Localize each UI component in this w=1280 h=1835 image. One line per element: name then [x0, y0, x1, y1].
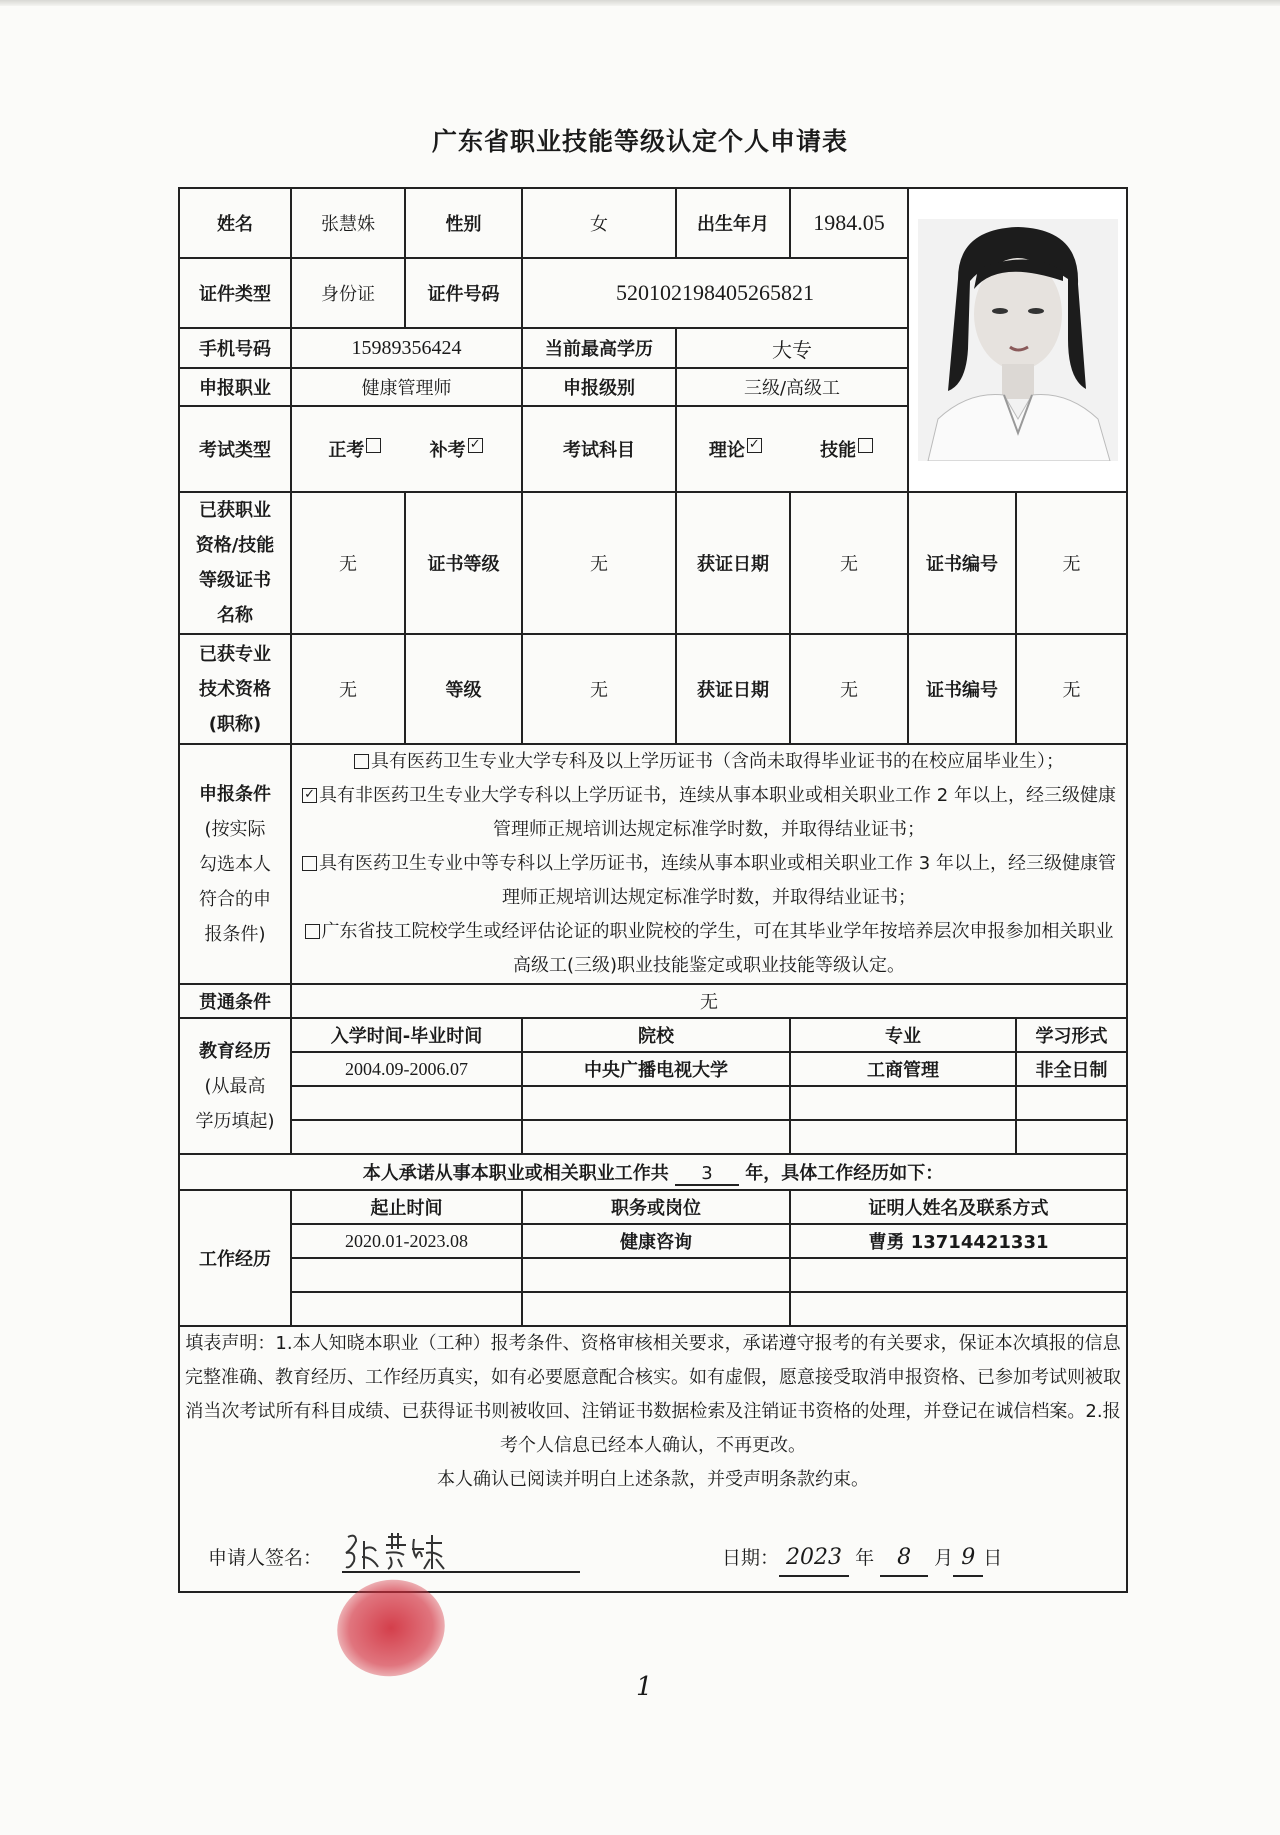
qualification-name-value[interactable]: 无 — [291, 492, 405, 634]
conditions-label-line: 申报条件 — [199, 783, 271, 805]
edu-major-cell[interactable] — [790, 1086, 1016, 1120]
gender-value[interactable]: 女 — [522, 188, 676, 258]
work-years-value[interactable]: 3 — [675, 1163, 739, 1186]
portrait-photo-icon — [918, 219, 1118, 461]
education-history-label — [179, 1018, 291, 1154]
conditions-list — [291, 744, 1127, 984]
signature-label: 申请人签名： — [208, 1547, 323, 1569]
birth-value[interactable]: 1984.05 — [790, 188, 908, 258]
qualification-label — [179, 492, 291, 634]
form-title: 广东省职业技能等级认定个人申请表 — [431, 127, 848, 156]
id-number-label: 证件号码 — [405, 258, 522, 328]
condition-item[interactable] — [296, 847, 1122, 915]
work-reference-cell[interactable] — [790, 1258, 1127, 1292]
education-label: 当前最高学历 — [522, 328, 676, 368]
regular-exam-label: 正考 — [328, 440, 365, 461]
exam-type-label: 考试类型 — [179, 406, 291, 492]
edu-form-cell[interactable] — [1016, 1120, 1127, 1154]
edu-major-cell[interactable]: 工商管理 — [790, 1052, 1016, 1086]
gender-label: 性别 — [405, 188, 522, 258]
tech-title-name-value[interactable]: 无 — [291, 634, 405, 744]
condition-checkbox[interactable] — [305, 924, 320, 939]
work-history-label: 工作经历 — [179, 1190, 291, 1326]
qualification-label-line: 名称 — [217, 605, 253, 626]
conditions-label — [179, 744, 291, 984]
tech-number-label: 证书编号 — [908, 634, 1016, 744]
id-type-value[interactable]: 身份证 — [291, 258, 405, 328]
regular-exam-checkbox[interactable] — [366, 438, 381, 453]
birth-label: 出生年月 — [676, 188, 790, 258]
table-row — [179, 1120, 1127, 1154]
tech-title-label — [179, 634, 291, 744]
occupation-value[interactable]: 健康管理师 — [291, 368, 522, 406]
theory-checkbox[interactable]: ✓ — [747, 438, 762, 453]
condition-checkbox[interactable] — [354, 754, 369, 769]
tech-title-level-value[interactable]: 无 — [522, 634, 676, 744]
cert-level-label: 证书等级 — [405, 492, 522, 634]
phone-value[interactable]: 15989356424 — [291, 328, 522, 368]
work-position-header: 职务或岗位 — [522, 1190, 790, 1224]
condition-checkbox[interactable]: ✓ — [302, 788, 317, 803]
table-row — [179, 1052, 1127, 1086]
work-commitment-prefix: 本人承诺从事本职业或相关职业工作共 — [362, 1162, 669, 1184]
name-value[interactable]: 张慧姝 — [291, 188, 405, 258]
skill-checkbox[interactable] — [858, 438, 873, 453]
through-condition-value[interactable]: 无 — [291, 984, 1127, 1018]
month-label: 月 — [934, 1547, 954, 1569]
table-row — [179, 1224, 1127, 1258]
condition-checkbox[interactable] — [302, 856, 317, 871]
date-field — [722, 1541, 1002, 1577]
cert-number-label: 证书编号 — [908, 492, 1016, 634]
edu-form-header: 学习形式 — [1016, 1018, 1127, 1052]
edu-school-cell[interactable]: 中央广播电视大学 — [522, 1052, 790, 1086]
condition-text: 广东省技工院校学生或经评估论证的职业院校的学生，可在其毕业学年按培养层次申报参加相关职业高级工(三级)职业技能鉴定或职业技能等级认定。 — [321, 921, 1114, 976]
application-form — [178, 187, 1128, 1593]
skill-option[interactable] — [820, 440, 875, 461]
conditions-label-line: 符合的申 — [199, 888, 271, 910]
makeup-exam-label: 补考 — [429, 440, 466, 461]
edu-form-cell[interactable]: 非全日制 — [1016, 1052, 1127, 1086]
work-time-cell[interactable] — [291, 1258, 522, 1292]
scan-edge — [0, 0, 1280, 6]
work-time-cell[interactable]: 2020.01-2023.08 — [291, 1224, 522, 1258]
condition-text: 具有医药卫生专业大学专科及以上学历证书（含尚未取得毕业证书的在校应届毕业生）； — [371, 751, 1064, 772]
qualification-label-line: 资格/技能 — [195, 535, 275, 556]
work-reference-header: 证明人姓名及联系方式 — [790, 1190, 1127, 1224]
work-position-cell[interactable] — [522, 1292, 790, 1326]
condition-text: 具有非医药卫生专业大学专科以上学历证书，连续从事本职业或相关职业工作 2 年以上，经三级健康管理师正规培训达规定标准学时数，并取得结业证书； — [319, 785, 1116, 840]
date-day-value[interactable]: 9 — [953, 1541, 983, 1577]
level-value[interactable]: 三级/高级工 — [676, 368, 908, 406]
edu-major-header: 专业 — [790, 1018, 1016, 1052]
edu-school-header: 院校 — [522, 1018, 790, 1052]
work-reference-cell[interactable] — [790, 1292, 1127, 1326]
name-label: 姓名 — [179, 188, 291, 258]
id-photo — [908, 188, 1127, 492]
work-position-cell[interactable]: 健康咨询 — [522, 1224, 790, 1258]
id-type-label: 证件类型 — [179, 258, 291, 328]
cert-date-label: 获证日期 — [676, 492, 790, 634]
table-row — [179, 1292, 1127, 1326]
declaration-section — [179, 1326, 1127, 1592]
tech-level-label: 等级 — [405, 634, 522, 744]
date-label: 日期： — [722, 1547, 780, 1569]
condition-text: 具有医药卫生专业中等专科以上学历证书，连续从事本职业或相关职业工作 3 年以上，经三级健康管理师正规培训达规定标准学时数，并取得结业证书； — [319, 853, 1116, 908]
education-history-label-line: 学历填起) — [195, 1110, 275, 1132]
work-commitment-suffix: 年，具体工作经历如下： — [745, 1162, 944, 1184]
tech-title-label-line: 技术资格 — [199, 678, 271, 700]
conditions-label-line: 报条件) — [204, 923, 266, 945]
id-number-value[interactable]: 520102198405265821 — [522, 258, 908, 328]
edu-school-cell[interactable] — [522, 1086, 790, 1120]
phone-label: 手机号码 — [179, 328, 291, 368]
exam-type-options — [291, 406, 522, 492]
work-time-cell[interactable] — [291, 1292, 522, 1326]
makeup-exam-option[interactable] — [429, 436, 485, 461]
work-commitment — [179, 1154, 1127, 1190]
edu-school-cell[interactable] — [522, 1120, 790, 1154]
work-reference-cell[interactable]: 曹勇 13714421331 — [790, 1224, 1127, 1258]
day-label: 日 — [983, 1547, 1003, 1569]
exam-subject-options — [676, 406, 908, 492]
edu-major-cell[interactable] — [790, 1120, 1016, 1154]
qualification-label-line: 已获职业 — [199, 500, 271, 521]
tech-title-date-value[interactable]: 无 — [790, 634, 908, 744]
signature-row — [184, 1531, 1122, 1591]
qualification-level-value[interactable]: 无 — [522, 492, 676, 634]
handwritten-signature — [342, 1527, 452, 1575]
condition-item[interactable] — [296, 915, 1122, 983]
education-history-label-line: 教育经历 — [199, 1040, 271, 1062]
tech-title-number-value[interactable]: 无 — [1016, 634, 1127, 744]
tech-date-label: 获证日期 — [676, 634, 790, 744]
edu-form-cell[interactable] — [1016, 1086, 1127, 1120]
edu-time-header: 入学时间-毕业时间 — [291, 1018, 522, 1052]
edu-time-cell[interactable] — [291, 1086, 522, 1120]
tech-title-label-line: 已获专业 — [199, 643, 271, 665]
qualification-number-value[interactable]: 无 — [1016, 492, 1127, 634]
conditions-label-line: 勾选本人 — [199, 853, 271, 875]
tech-title-label-line: (职称) — [208, 713, 262, 735]
occupation-label: 申报职业 — [179, 368, 291, 406]
edu-time-cell[interactable]: 2004.09-2006.07 — [291, 1052, 522, 1086]
theory-label: 理论 — [708, 440, 745, 461]
through-condition-label: 贯通条件 — [179, 984, 291, 1018]
education-history-label-line: (从最高 — [204, 1075, 266, 1097]
work-time-header: 起止时间 — [291, 1190, 522, 1224]
edu-time-cell[interactable] — [291, 1120, 522, 1154]
exam-subject-label: 考试科目 — [522, 406, 676, 492]
regular-exam-option[interactable] — [328, 440, 389, 461]
declaration-text: 填表声明：1.本人知晓本职业（工种）报考条件、资格审核相关要求，承诺遵守报考的有关要求，保证本次填报的信息完整准确、教育经历、工作经历真实，如有必要愿意配合核实。如有虚假，愿意接受取消申报资格、已参加考试则被取消当次考试所有科目成绩、已获得证书则被收回、注销证书数据检索及注销证书资格的处理，并登记在诚信档案。2.报考个人信息已经本人确认，不再更改。 — [185, 1333, 1121, 1456]
condition-item[interactable] — [296, 745, 1122, 779]
declaration-confirm: 本人确认已阅读并明白上述条款，并受声明条款约束。 — [437, 1469, 869, 1490]
qualification-date-value[interactable]: 无 — [790, 492, 908, 634]
work-position-cell[interactable] — [522, 1258, 790, 1292]
date-year-value[interactable]: 2023 — [779, 1541, 849, 1577]
table-row — [179, 1086, 1127, 1120]
year-label: 年 — [855, 1547, 875, 1569]
condition-item[interactable] — [296, 779, 1122, 847]
page-number: 1 — [636, 1672, 653, 1702]
makeup-exam-checkbox[interactable]: ✓ — [468, 438, 483, 453]
table-row — [179, 1258, 1127, 1292]
conditions-label-line: (按实际 — [204, 818, 266, 840]
qualification-label-line: 等级证书 — [199, 570, 271, 591]
level-label: 申报级别 — [522, 368, 676, 406]
date-month-value[interactable]: 8 — [880, 1541, 928, 1577]
theory-option[interactable] — [708, 436, 770, 461]
education-value[interactable]: 大专 — [676, 328, 908, 368]
skill-label: 技能 — [820, 440, 857, 461]
